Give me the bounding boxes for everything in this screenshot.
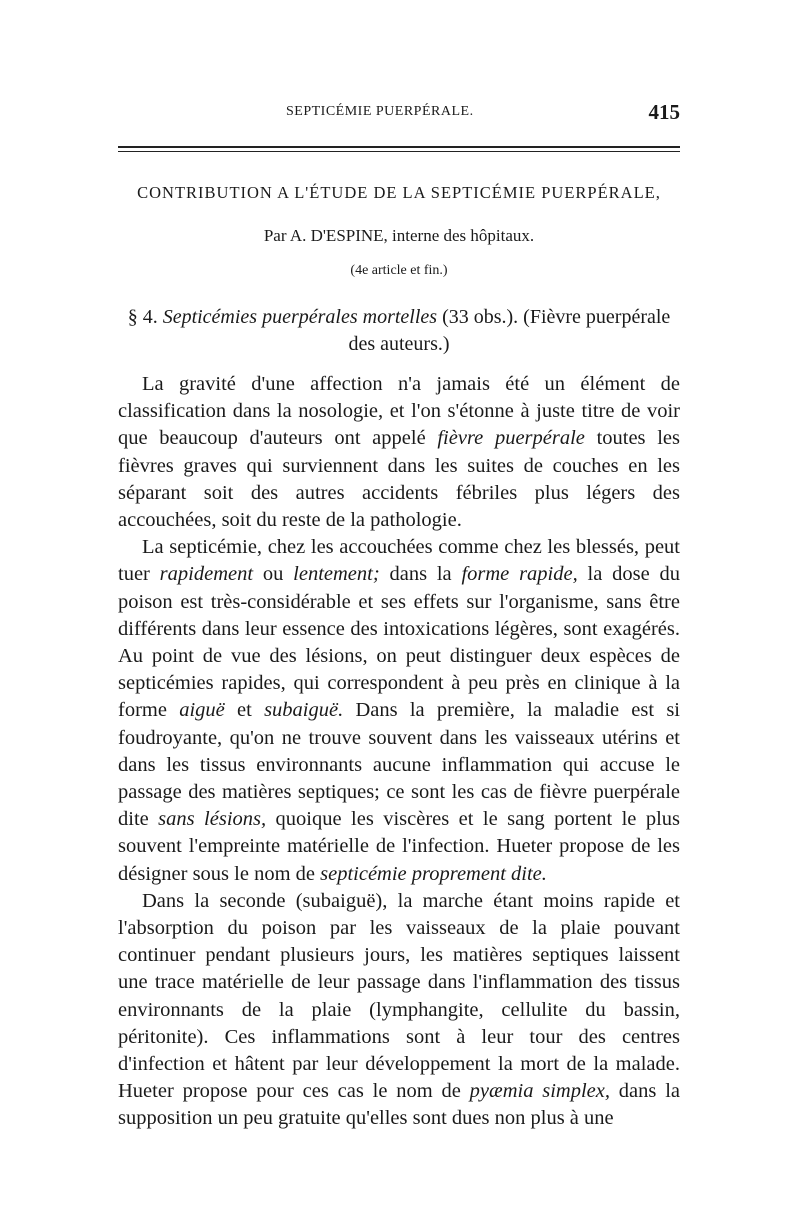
- author-line: Par A. D'ESPINE, interne des hôpitaux.: [263, 226, 535, 245]
- text-run: la dose du poison est très-considérable et ses effets sur l'organisme, sans être différents dans leur essence des intoxications légères, sont exagérés. Au point de vue des lésions, on peut distinguer deux espèces de septicémies rapides, qui correspondent à peu près en clinique à la forme: [118, 563, 681, 722]
- italic-run: lentement;: [293, 563, 380, 586]
- paragraph-1: [118, 371, 680, 534]
- page-number: 415: [648, 100, 680, 124]
- text-run: Dans la première, la maladie est si foudroyante, qu'on ne trouve souvent dans les vaisseaux utérins et dans les tissus environnants aucune inflammation qui accuse le passage des matières septiques; ce sont les cas de fièvre puerpérale dite: [118, 699, 681, 831]
- text-run: et: [224, 699, 265, 722]
- article-note: (4e article et fin.): [350, 263, 448, 278]
- paragraph-3: [118, 888, 680, 1133]
- running-title: SEPTICÉMIE PUERPÉRALE.: [286, 104, 474, 119]
- paragraph-2: [118, 534, 680, 888]
- italic-run: fièvre puerpérale: [437, 427, 585, 450]
- section-heading: [118, 304, 680, 358]
- italic-run: subaiguë.: [264, 699, 344, 722]
- italic-run: aiguë: [179, 699, 225, 722]
- body-text: [118, 371, 680, 1133]
- italic-run: pyæmia simplex,: [469, 1080, 610, 1103]
- text-run: toutes les fièvres graves qui surviennent dans les suites de couches en les séparant soit des autres accidents fébriles plus légers des accouchées, soit du reste de la pathologie.: [118, 427, 680, 532]
- italic-run: forme rapide,: [461, 563, 578, 586]
- section-title-italic: Septicémies puerpérales mortelles: [162, 306, 438, 328]
- text-run: Dans la seconde (subaiguë), la marche étant moins rapide et l'absorption du poison par les vaisseaux de la plaie pouvant continuer pendant plusieurs jours, les matières septiques laissent une trace matérielle de leur passage dans l'inflammation des tissus environnants de la plaie (lymphangite, cellulite du bassin, péritonite). Ces inflammations sont à leur tour des centres d'infection et hâtent par leur développement la mort de la malade. Hueter propose pour ces cas le nom de: [118, 889, 680, 1103]
- text-run: dans la: [379, 563, 462, 586]
- section-title-rest: (33 obs.). (Fièvre puerpérale des auteurs.): [348, 306, 671, 355]
- text-run: ou: [253, 563, 294, 586]
- italic-run: rapidement: [159, 563, 254, 586]
- italic-run: septicémie proprement dite.: [320, 862, 547, 885]
- header-double-rule: [118, 146, 680, 152]
- running-header: [118, 100, 680, 130]
- text-run: quoique les viscères et le sang portent le plus souvent l'empreinte matérielle de l'infection. Hueter propose de les désigner sous le nom de: [118, 808, 680, 885]
- section-number: § 4.: [127, 306, 158, 328]
- text-run: dans la supposition un peu gratuite qu'elles sont dues non plus à une: [118, 1080, 680, 1130]
- text-run: La gravité d'une affection n'a jamais été un élément de classification dans la nosologie, et l'on s'étonne à juste titre de voir que beaucoup d'auteurs ont appelé: [118, 373, 680, 450]
- article-title: CONTRIBUTION A L'ÉTUDE DE LA SEPTICÉMIE PUERPÉRALE,: [137, 183, 661, 202]
- text-run: La septicémie, chez les accouchées comme chez les blessés, peut tuer: [118, 536, 680, 586]
- italic-run: sans lésions,: [158, 808, 267, 831]
